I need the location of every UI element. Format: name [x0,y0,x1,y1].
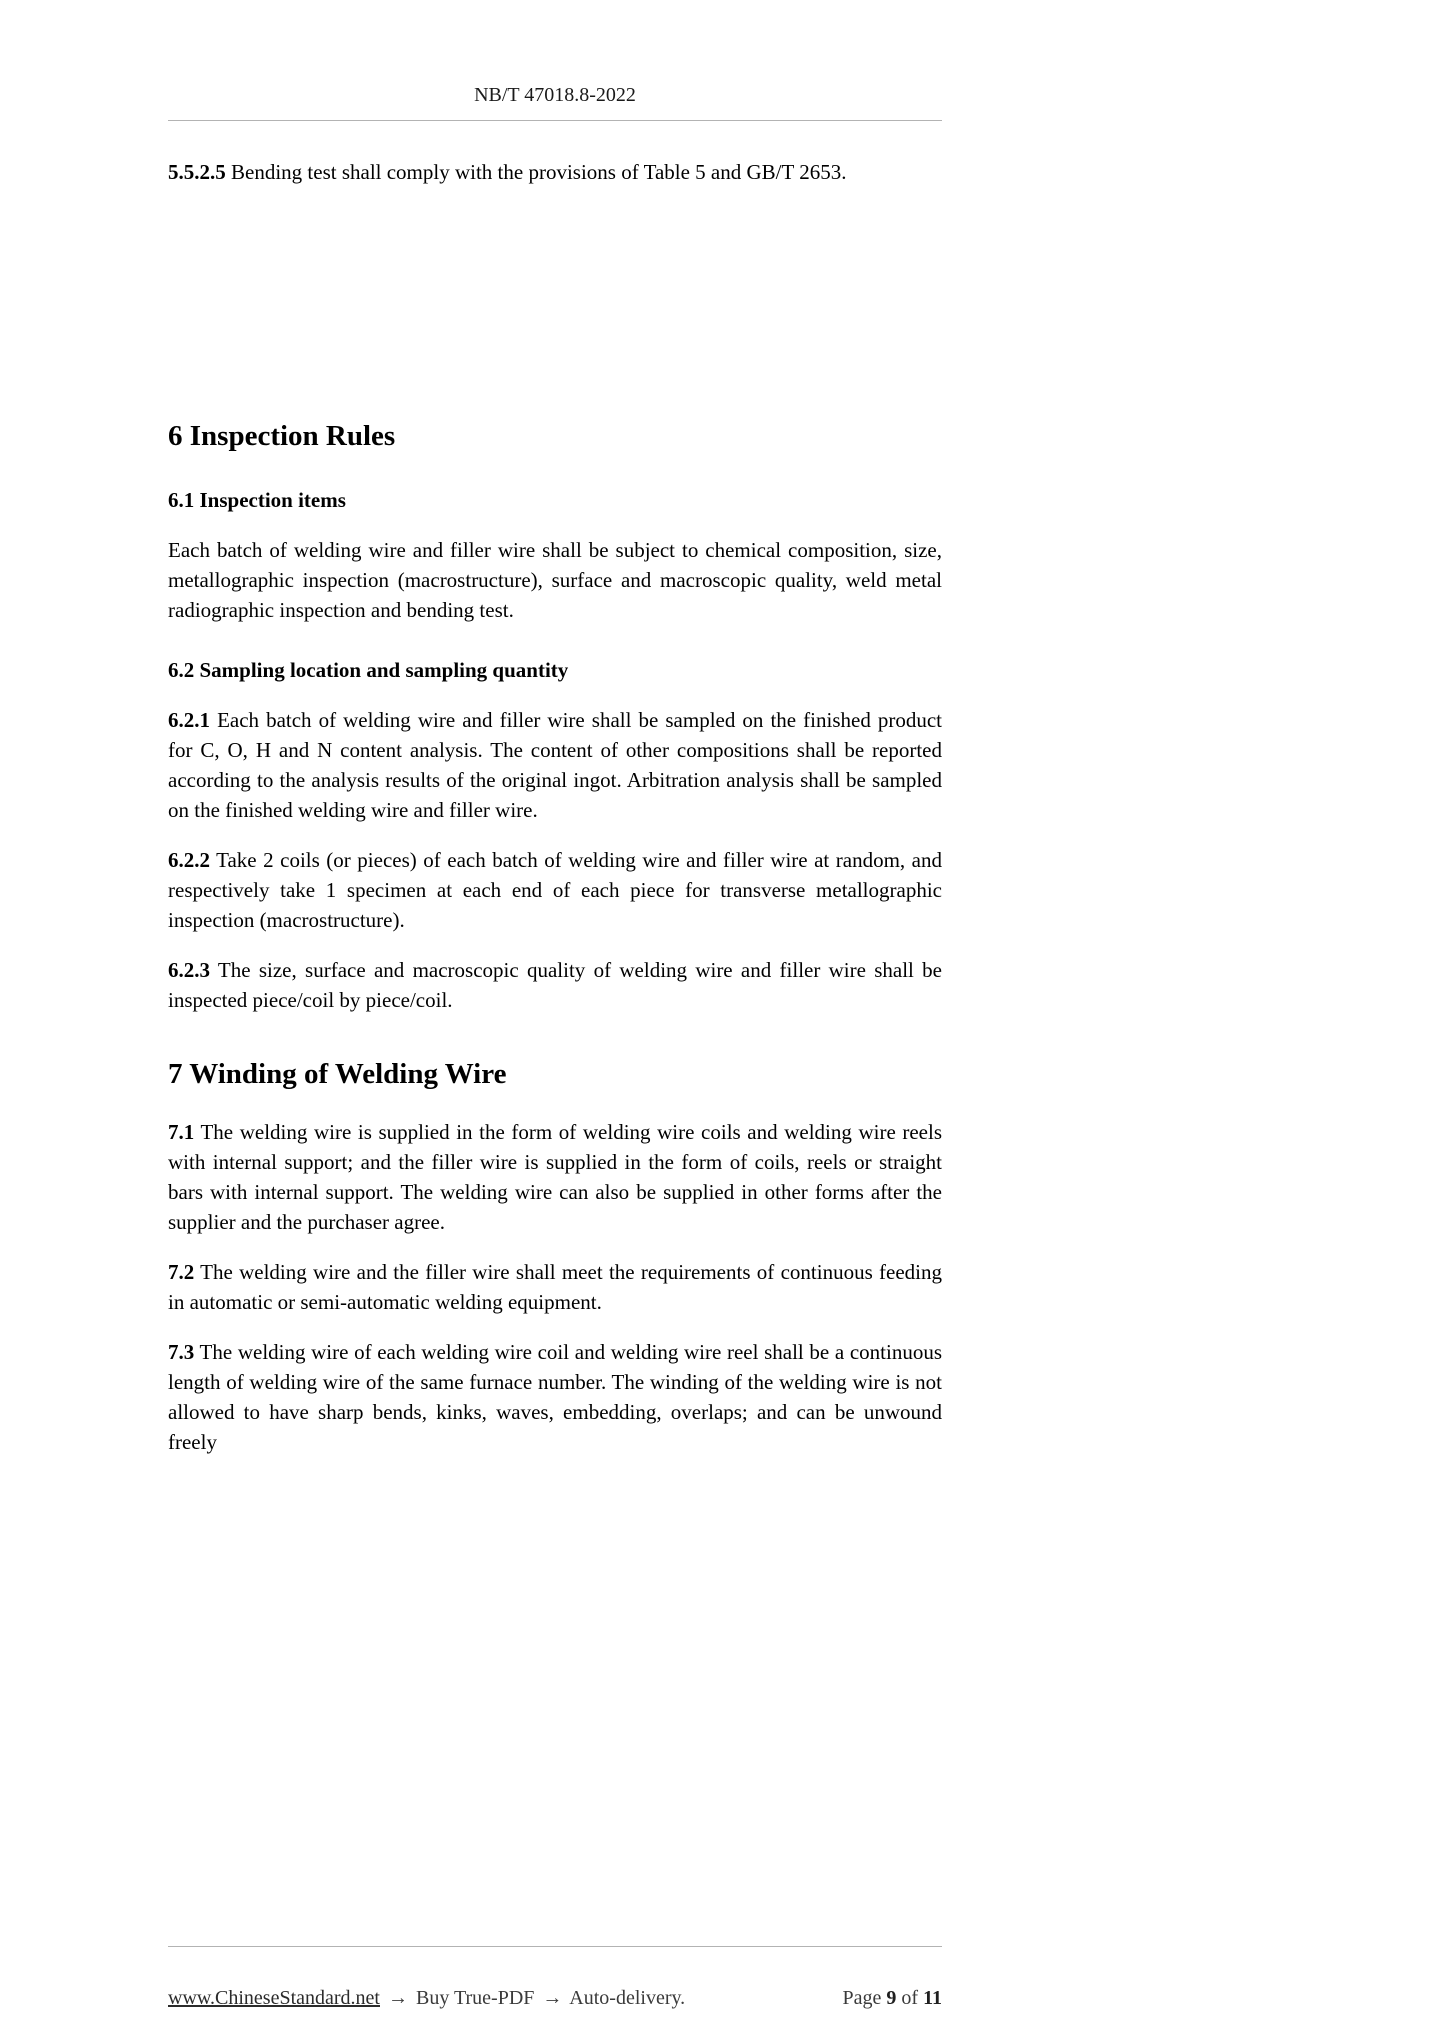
footer-site-link[interactable]: www.ChineseStandard.net [168,1987,380,2009]
clause-6-2-2 [168,845,942,935]
page-number: 9 [886,1987,897,2009]
clause-7-3-text: The welding wire of each welding wire coil and welding wire reel shall be a continuous length of welding wire of the same furnace number. The winding of the welding wire is not allowed to have sharp bends, kinks, waves, embedding, overlaps; and can be unwound freely [168,1340,943,1454]
section-6-1-paragraph: Each batch of welding wire and filler wire shall be subject to chemical composition, size, metallographic inspection (macrostructure), surface and macroscopic quality, weld metal radiographic inspection and bending test. [168,538,942,622]
footer-buy-text: Buy True-PDF [416,1987,535,2009]
section-6-heading: 6 Inspection Rules [168,420,396,452]
clause-5-5-2-5-text: Bending test shall comply with the provisions of Table 5 and GB/T 2653. [231,160,847,184]
section-7-heading: 7 Winding of Welding Wire [168,1058,507,1090]
footer-row [168,1987,942,2010]
footer-page-indicator [843,1987,942,2010]
footer-divider [168,1946,942,1947]
section-6-2-heading: 6.2 Sampling location and sampling quantity [168,658,569,682]
clause-7-2-text: The welding wire and the filler wire shall meet the requirements of continuous feeding in automatic or semi-automatic welding equipment. [168,1260,942,1314]
section-6-1-heading: 6.1 Inspection items [168,488,346,512]
clause-7-1-number: 7.1 [168,1120,195,1144]
footer-arrow-icon: → [542,1987,563,2009]
clause-6-2-1-number: 6.2.1 [168,708,210,732]
clause-7-3-number: 7.3 [168,1340,195,1364]
clause-6-2-2-number: 6.2.2 [168,848,210,872]
clause-5-5-2-5-number: 5.5.2.5 [168,160,226,184]
clause-6-2-3-text: The size, surface and macroscopic quality of welding wire and filler wire shall be inspected piece/coil by piece/coil. [168,958,943,1012]
clause-6-2-2-text: Take 2 coils (or pieces) of each batch of welding wire and filler wire at random, and respectively take 1 specimen at each end of each piece for transverse metallographic inspection (macrostructure). [168,848,942,932]
clause-6-2-1 [168,705,942,825]
standard-number: NB/T 47018.8-2022 [474,84,636,106]
page-word: Page [842,1987,882,2009]
of-word: of [901,1987,919,2009]
clause-7-1-text: The welding wire is supplied in the form of welding wire coils and welding wire reels with internal support; and the filler wire is supplied in the form of coils, reels or straight bars with internal support. The welding wire can also be supplied in other forms after the supplier and the purchaser agree. [168,1120,942,1234]
clause-7-2 [168,1257,942,1317]
document-header [168,0,942,108]
clause-7-2-number: 7.2 [168,1260,195,1284]
clause-5-5-2-5 [168,157,942,187]
clause-6-2-1-text: Each batch of welding wire and filler wire shall be sampled on the finished product for C, O, H and N content analysis. The content of other compositions shall be reported according to the analysis results of the original ingot. Arbitration analysis shall be sampled on the finished welding wire and filler wire. [168,708,943,822]
clause-6-2-3 [168,955,942,1015]
clause-7-3 [168,1337,942,1457]
document-footer [168,1946,942,2010]
document-body [168,0,942,1477]
footer-promo [168,1987,685,2010]
footer-delivery-text: Auto-delivery. [569,1987,686,2009]
footer-arrow-icon: → [388,1987,408,2009]
clause-6-2-3-number: 6.2.3 [168,958,210,982]
header-divider [168,120,942,121]
clause-7-1 [168,1117,942,1237]
total-pages: 11 [923,1987,942,2009]
